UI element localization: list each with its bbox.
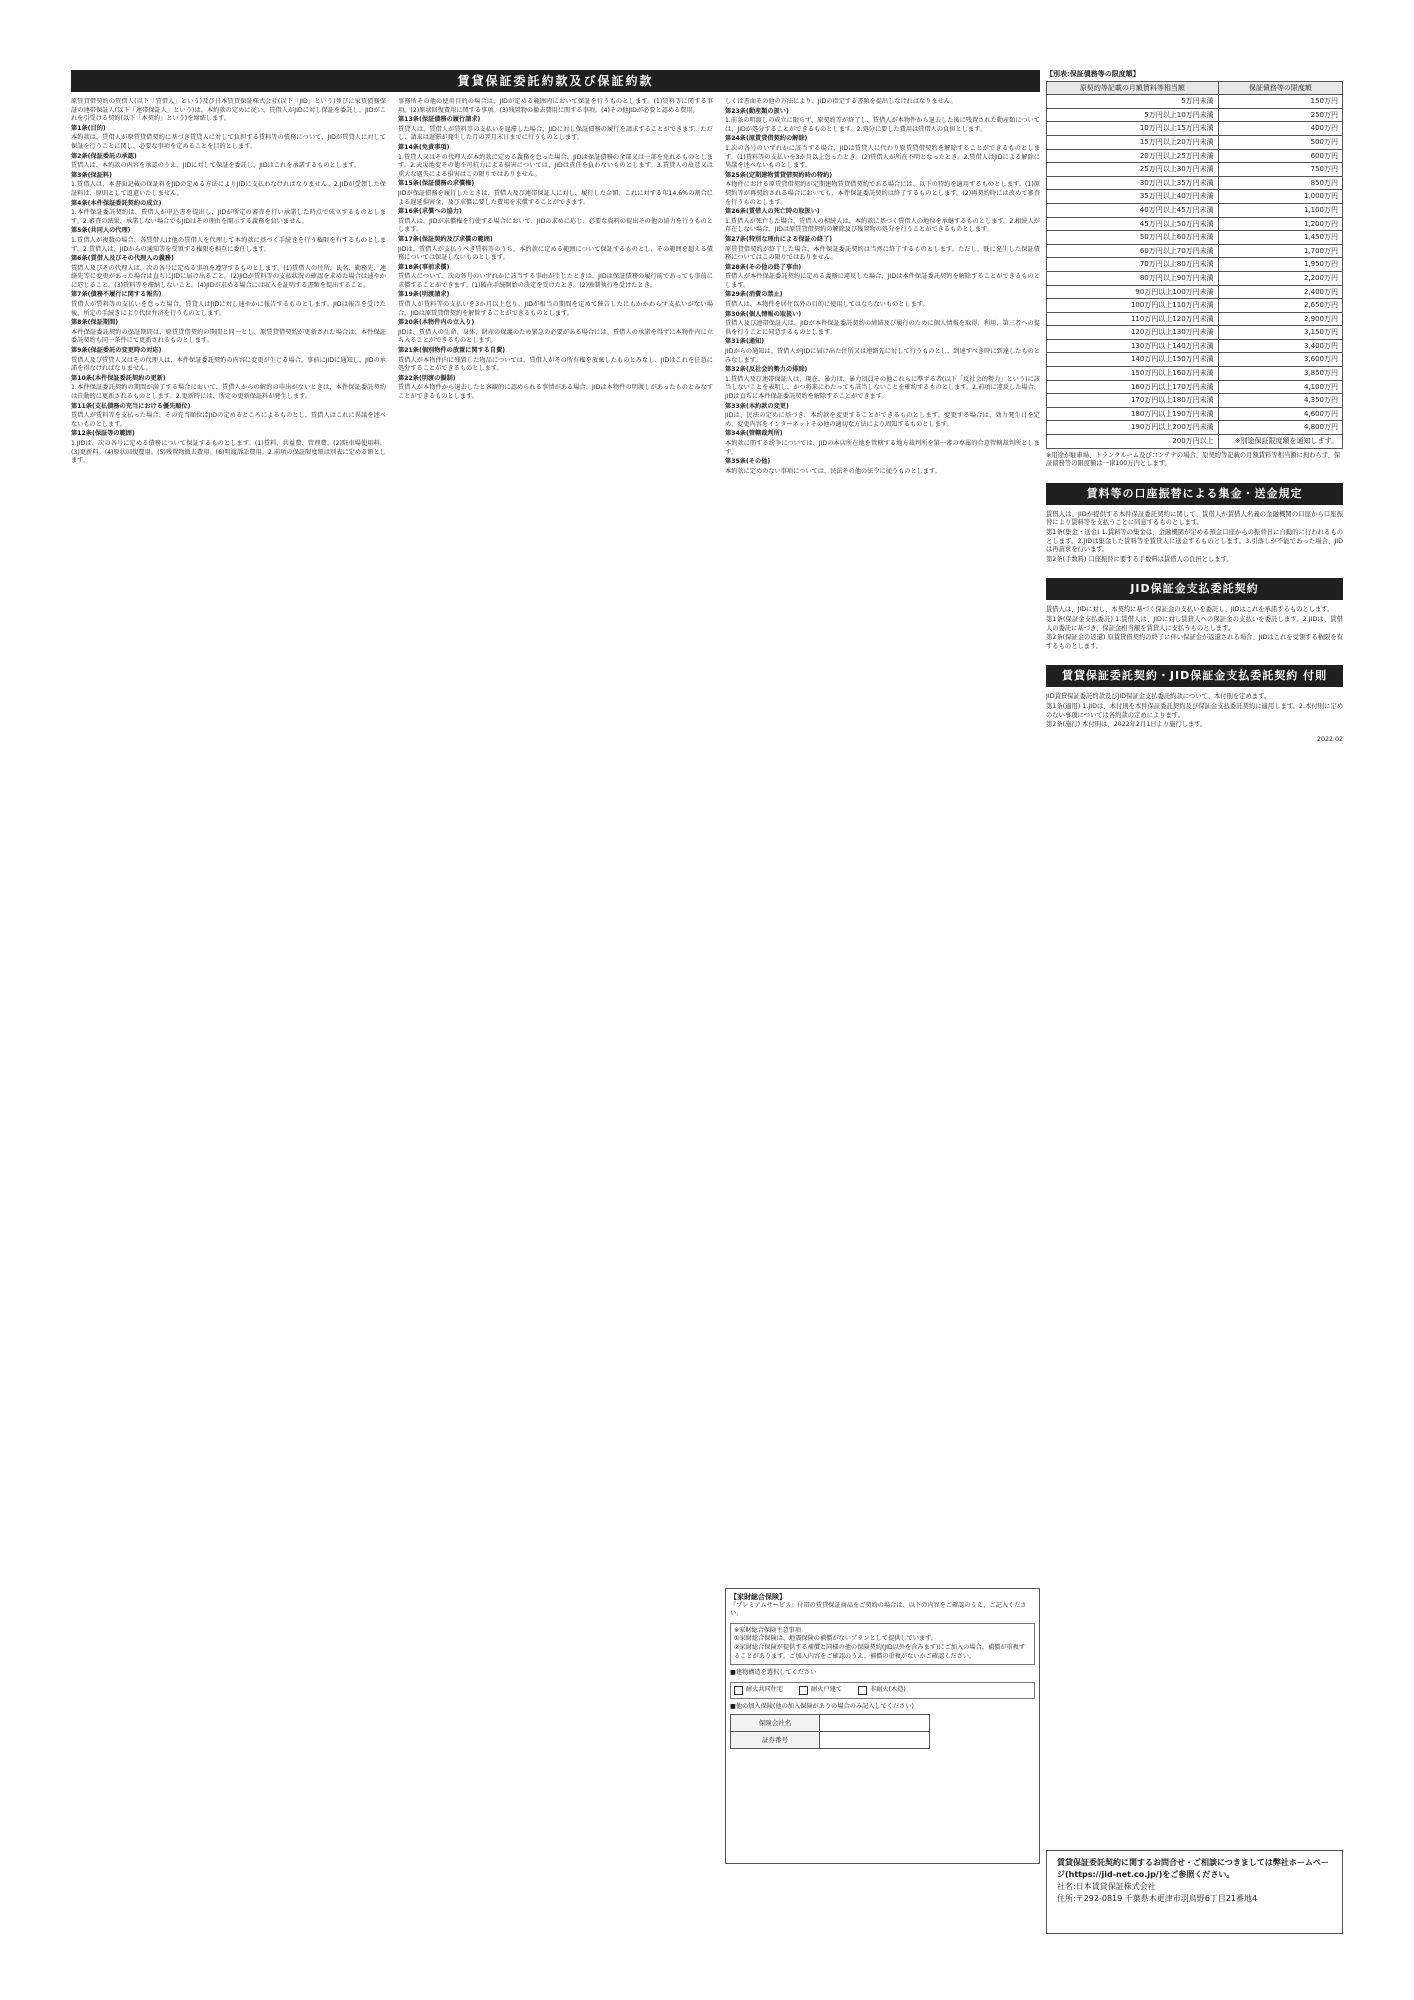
article-text: 原賃貸借契約が終了した場合、本件保証委託契約は当然に終了するものとします。ただし、既に発生した保証債務についてはこの限りではありません。: [725, 245, 1040, 262]
article-heading: 第22条(明渡の擬制): [398, 374, 456, 382]
tier-row: [1047, 353, 1343, 367]
article-text: 賃借人が賃料等の支払いを怠った場合、賃貸人はJIDに対し速やかに報告するものとします。JIDは報告を受けた後、所定の手続きにより代位弁済を行うものとします。: [71, 301, 386, 317]
article-text: 賃借人について、次の各号のいずれかに該当する事由が生じたときは、JIDは保証債務の履行前であっても事前に求償することができます。(1)破産手続開始の決定を受けたとき。(2)強制執行を受けたとき。: [398, 273, 713, 289]
tier-limit: 250万円: [1218, 108, 1342, 122]
policy-number-field[interactable]: [820, 1732, 930, 1749]
page-title: 賃貸保証委託約款及び保証約款: [71, 70, 1040, 92]
section-body: [1046, 606, 1343, 651]
article-text: 賃貸人は、賃借人が賃料等の支払いを遅滞した場合、JIDに対し保証債務の履行を請求することができます。ただし、請求は遅滞が発生した月の翌月末日までに行うものとします。: [398, 125, 713, 142]
article-text: 1.賃貸人又はその代理人が本約款に定める義務を怠った場合、JIDは保証債務の全部又は一部を免れるものとします。2.天災地変その他不可抗力による損害については、JIDは責任を負わないものとします。3.賃貸人の故意又は重大な過失による損害はこの限りではありません。: [398, 153, 713, 178]
article-text: 1.本件保証委託契約の期間が満了する場合において、賃借人からの解約の申出がないときは、本件保証委託契約は自動的に更新されるものとします。2.更新時には、所定の更新保証料が発生します。: [71, 384, 386, 400]
section-paragraph: JID賃貸保証委託約款及びJID保証金支払委託約款について、本付則を定めます。: [1046, 693, 1271, 701]
tier-limit: 600万円: [1218, 149, 1342, 163]
article-text: 賃借人は、JIDが求償権を行使する場合において、JIDの求めに応じ、必要な資料の提出その他の協力を行うものとします。: [398, 217, 713, 234]
article-heading: 第15条(保証債務の求償権): [398, 180, 475, 188]
tier-row: [1047, 190, 1343, 204]
tier-limit: 1,700万円: [1218, 244, 1342, 258]
article-heading: 第5条(共同人の代理): [71, 227, 131, 235]
tier-row: [1047, 231, 1343, 245]
section-paragraph: 第2条(保証金の返還) 原賃貸借契約の終了に伴い保証金が返還される場合、JIDはこれを受領する権限を有するものとします。: [1046, 634, 1343, 650]
tier-row: [1047, 435, 1343, 449]
article-heading: 第30条(個人情報の取扱い): [725, 310, 802, 318]
tier-row: [1047, 285, 1343, 299]
article-heading: 第26条(賃借人の死亡時の取扱い): [725, 208, 820, 216]
structure-options: [730, 1682, 1035, 1699]
tier-limit: 850万円: [1218, 176, 1342, 190]
article-text: 本約款は、賃借人が原賃貸借契約に基づき賃貸人に対して負担する賃料等の債務について、JIDが賃貸人に対して保証を行うことに関し、必要な事項を定めることを目的とします。: [71, 134, 386, 150]
article-heading: 第31条(通知): [725, 338, 765, 346]
tier-rent-range: 30万円以上35万円未満: [1047, 176, 1219, 190]
tier-rent-range: 50万円以上60万円未満: [1047, 231, 1219, 245]
article-heading: 第35条(その他): [725, 458, 771, 466]
tier-row: [1047, 176, 1343, 190]
tier-limit: 2,900万円: [1218, 312, 1342, 326]
article-heading: 第9条(保証委託の変更時の対応): [71, 347, 162, 355]
article-text: 賃借人及びその代理人は、次の各号に定める事項を遵守するものとします。(1)賃借人の住所、氏名、勤務先、連絡先等に変更があった場合は直ちにJIDに届け出ること。(2)JIDが賃料等の支払状況の確認を求めた場合は速やかに応じること。(3)賃料等を滞納しないこと。(4)JIDが求める場合には収入を証明する書類を提出すること。: [71, 264, 386, 289]
tier-row: [1047, 326, 1343, 340]
insurance-item-2: ②家財総合保険が提供する補償と同様の他の保険契約(JID以外を含みます)にご加入の場合、補償が重複することがあります。ご加入内容をご確認のうえ、補償の重複がないかご確認ください。: [734, 1643, 1026, 1660]
tier-rent-range: 70万円以上80万円未満: [1047, 258, 1219, 272]
article-text: 賃借人が本物件内に残置した物品については、賃借人がその所有権を放棄したものとみなし、JIDはこれを任意に処分することができるものとします。: [398, 356, 713, 373]
checkbox-icon[interactable]: [734, 1686, 743, 1695]
section-paragraph: 第1条(保証金支払委託) 1.賃借人は、JIDに対し賃貸人への保証金の支払いを委託します。2.JIDは、賃借人の委託に基づき、保証金相当額を賃貸人に支払うものとします。: [1046, 615, 1343, 632]
tier-row: [1047, 258, 1343, 272]
tier-rent-range: 5万円以上10万円未満: [1047, 108, 1219, 122]
tier-rent-range: 110万円以上120万円未満: [1047, 312, 1219, 326]
tier-table: [1046, 81, 1343, 449]
article-text: 1.本件保証委託契約は、賃借人が申込書を提出し、JIDが所定の審査を行い承諾した時点で成立するものとします。2.審査の結果、承諾しない場合でもJIDはその理由を開示する義務を負いません。: [71, 209, 386, 225]
insurance-form-box: [725, 1588, 1040, 1864]
tier-rent-range: 90万円以上100万円未満: [1047, 285, 1219, 299]
tier-limit: 750万円: [1218, 163, 1342, 177]
article-heading: 第18条(事前求償): [398, 263, 450, 271]
article-text: 本件保証委託契約の保証期間は、原賃貸借契約の期間と同一とし、原賃貸借契約が更新された場合は、本件保証委託契約も同一条件にて更新されるものとします。: [71, 328, 386, 345]
article-heading: 第17条(保証契約及び求償の範囲): [398, 235, 493, 243]
tier-rent-range: 20万円以上25万円未満: [1047, 149, 1219, 163]
tier-table-title: 【別表:保証債務等の限度額】: [1046, 70, 1140, 78]
article-text: 賃借人は、本約款の内容を承認のうえ、JIDに対して保証を委託し、JIDはこれを承諾するものとします。: [71, 162, 360, 170]
article-heading: 第33条(本約款の変更): [725, 402, 789, 410]
article-heading: 第13条(保証債務の履行請求): [398, 116, 481, 124]
tier-limit: 1,450万円: [1218, 231, 1342, 245]
tier-limit: 150万円: [1218, 95, 1342, 109]
section-paragraph: 第2条(施行) 本付則は、2022年2月1日より施行します。: [1046, 721, 1207, 729]
other-insurance-label: ■他の加入保険(他の加入保険がありの場合のみ記入してください): [730, 1702, 914, 1710]
insurance-item-1: ①家財総合保険は、地震保険の補償がないプランとして提供しています。: [734, 1635, 938, 1643]
tier-limit: 4,600万円: [1218, 407, 1342, 421]
policy-number-label: 証券番号: [731, 1732, 820, 1749]
article-text: JIDは、賃借人の生命、身体、財産の保護のため緊急の必要がある場合には、賃借人の承諾を得ずに本物件内に立ち入ることができるものとします。: [398, 328, 713, 345]
other-insurance-table: [730, 1714, 930, 1749]
article-heading: 第25条(定期建物賃貸借契約時の特約): [725, 171, 833, 179]
tier-row: [1047, 380, 1343, 394]
tier-rent-range: 170万円以上180万円未満: [1047, 394, 1219, 408]
tier-row: [1047, 135, 1343, 149]
article-heading: 第16条(求償への協力): [398, 208, 462, 216]
article-text: 1.前条の明渡しの成立に限らず、原契約等が終了し、賃借人が本物件から退去した後に残置された動産類については、JIDが処分することができるものとします。2.処分に要した費用は賃借人の負担とします。: [725, 117, 1040, 133]
section-body: [1046, 693, 1343, 729]
revision-date: 2022.02: [1316, 735, 1343, 743]
tier-row: [1047, 299, 1343, 313]
tier-limit: 1,200万円: [1218, 217, 1342, 231]
contact-address: 住所:〒292-0819 千葉県木更津市羽鳥野6丁目21番地4: [1057, 1894, 1258, 1903]
tier-rent-range: 190万円以上200万円未満: [1047, 421, 1219, 435]
article-text: 賃借人が本件保証委託契約に定める義務に違反した場合、JIDは本件保証委託契約を解除することができるものとします。: [725, 273, 1040, 289]
article-text: 1.賃借人が死亡した場合、賃借人の相続人は、本約款に基づく賃借人の地位を承継するものとします。2.相続人が存在しない場合、JIDは原賃貸借契約の解除及び残置物の処分を行うことができるものとします。: [725, 217, 1040, 234]
insurance-title: 【家財総合保険】: [730, 1593, 786, 1601]
tier-row: [1047, 407, 1343, 421]
right-column: [1046, 70, 1343, 1950]
tier-row: [1047, 122, 1343, 136]
tier-rent-range: 10万円以上15万円未満: [1047, 122, 1219, 136]
article-heading: 第34条(管轄裁判所): [725, 430, 783, 438]
tier-limit: 3,600万円: [1218, 353, 1342, 367]
article-heading: 第20条(本物件内の立入り): [398, 319, 475, 327]
tier-limit: 2,200万円: [1218, 271, 1342, 285]
article-heading: 第3条(保証料): [71, 171, 112, 179]
tier-row: [1047, 312, 1343, 326]
article-text: 1.次の各号のいずれかに該当する場合、JIDは賃貸人に代わり原賃貸借契約を解除することができるものとします。(1)賃料等の支払いを3か月以上怠ったとき。(2)賃借人が所在不明となったとき。2.賃借人はJIDによる解除に異議を述べないものとします。: [725, 144, 1040, 170]
article-text: 1.賃借人は、本書面記載の保証料をJIDの定める方法によりJIDに支払わなければなりません。2.JIDが受領した保証料は、原則として返還いたしません。: [71, 181, 386, 197]
section-body: [1046, 511, 1343, 565]
article-text: 事務所その他の使用目的の場合は、JIDが定める範囲内において保証を行うものとします。(1)賃料等に関する事項。(2)原状回復費用に関する事項。(3)残置物の撤去費用に関する事項。(4)その他JIDが必要と認める費用。: [398, 98, 713, 114]
article-heading: 第12条(保証等の範囲): [71, 430, 135, 438]
article-heading: 第32条(反社会的勢力の排除): [725, 366, 808, 374]
article-text: 原賃貸借契約の賃借人(以下「賃借人」という)及び日本賃貸保証株式会社(以下「JID」という)並びに家賃債務保証の連帯保証人(以下「連帯保証人」という)は、本約款の定めに従い、賃借人がJIDに対し保証を委託し、JIDがこれを引受ける契約(以下「本契約」という)を締結します。: [71, 98, 386, 123]
article-heading: 第7条(債務不履行に関する報告): [71, 291, 162, 299]
article-heading: 第10条(本件保証委託契約の更新): [71, 374, 166, 382]
tier-row: [1047, 149, 1343, 163]
article-text: 本約款に関する紛争については、JIDの本店所在地を管轄する地方裁判所を第一審の専属的合意管轄裁判所とします。: [725, 439, 1040, 456]
tier-rent-range: 45万円以上50万円未満: [1047, 217, 1219, 231]
tier-rent-range: 180万円以上190万円未満: [1047, 407, 1219, 421]
tier-rent-range: 15万円以上20万円未満: [1047, 135, 1219, 149]
article-heading: 第6条(賃借人及びその代理人の義務): [71, 255, 174, 263]
tier-rent-range: 35万円以上40万円未満: [1047, 190, 1219, 204]
article-text: 本約款に定めのない事項については、民法その他の法令に従うものとします。: [725, 467, 941, 475]
contact-box: [1046, 1850, 1343, 1934]
tier-limit: 1,000万円: [1218, 190, 1342, 204]
article-heading: 第4条(本件保証委託契約の成立): [71, 199, 162, 207]
article-text: JIDからの通知は、賃借人がJIDに届け出た住所又は連絡先に対して行うものとし、到達すべき時に到達したものとみなします。: [725, 348, 1040, 364]
tier-limit: 4,350万円: [1218, 394, 1342, 408]
tier-limit: 2,650万円: [1218, 299, 1342, 313]
article-heading: 第2条(保証委託の承認): [71, 152, 137, 160]
tier-rent-range: 160万円以上170万円未満: [1047, 380, 1219, 394]
article-text: 賃借人が賃料等を支払った場合、その充当順位はJIDの定めるところによるものとし、賃借人はこれに異議を述べないものとします。: [71, 412, 386, 428]
tier-limit: 400万円: [1218, 122, 1342, 136]
insurance-intro: 『プレミアムサービス』付帯の賃貸保証商品をご契約の場合は、以下の内容をご確認のうえ、ご記入ください。: [730, 1601, 1027, 1618]
tier-header-rent: 原契約等記載の月額賃料等相当額: [1047, 81, 1219, 95]
article-text: 賃借人及び連帯保証人は、JIDが本件保証委託契約の締結及び履行のために個人情報を取得、利用、第三者への提供を行うことに同意するものとします。: [725, 320, 1040, 336]
tier-row: [1047, 271, 1343, 285]
option-fireproof-house[interactable]: 耐火戸建て: [799, 1686, 842, 1695]
tier-limit: 1,950万円: [1218, 258, 1342, 272]
tier-rent-range: 5万円未満: [1047, 95, 1219, 109]
section-paragraph: 第1条(集金・送金) 1.賃料等の集金は、金融機関が定める預金口座からの振替日に自動的に行われるものとします。2.JIDは集金した賃料等を賃貸人に送金するものとします。3.引落しが不能であった場合、JIDは再請求を行います。: [1046, 529, 1343, 554]
article-text: 賃借人は、本物件を居住以外の目的に使用してはならないものとします。: [725, 301, 929, 309]
tier-header-limit: 保証債務等の限度額: [1218, 81, 1342, 95]
article-text: 1.賃借人が複数の場合、各賃借人は他の賃借人を代理して本約款に基づく手続きを行う権限を有するものとします。2.賃借人は、JIDからの通知等を受領する権限を相互に委任します。: [71, 236, 386, 253]
tier-rent-range: 120万円以上130万円未満: [1047, 326, 1219, 340]
article-heading: 第11条(支払債務の充当における優先順位): [71, 402, 191, 410]
article-heading: 第23条(動産類の扱い): [725, 107, 789, 115]
article-heading: 第28条(その他の終了事由): [725, 263, 802, 271]
tier-limit: 1,100万円: [1218, 203, 1342, 217]
section-title: 賃料等の口座振替による集金・送金規定: [1046, 483, 1343, 505]
tier-note: ※用途が駐車場、トランクルーム及びコンテナの場合、原契約等記載の月額賃料等相当額に拘わらず、保証債務等の限度額は一律100万円とします。: [1046, 451, 1341, 468]
tier-row: [1047, 203, 1343, 217]
tier-rent-range: 25万円以上30万円未満: [1047, 163, 1219, 177]
section-title: JID保証金支払委託契約: [1046, 578, 1343, 600]
tier-row: [1047, 367, 1343, 381]
insurance-sub: ※家財総合保険主意事項: [734, 1626, 802, 1634]
section-paragraph: 第2条(手数料) 口座振替に要する手数料は賃借人の負担とします。: [1046, 555, 1233, 563]
article-text: JIDは、民法の定めに基づき、本約款を変更することができるものとします。変更する場合は、効力発生日を定め、変更内容をインターネットその他の適切な方法により周知するものとします。: [725, 412, 1040, 428]
article-heading: 第27条(特別な理由による保証の終了): [725, 235, 833, 243]
article-text: 本物件における原賃貸借契約が定期建物賃貸借契約である場合には、以下の特約を適用するものとします。(1)原契約等が再契約される場合においても、本件保証委託契約は終了するものとします。(2)再契約時には改めて審査を行うものとします。: [725, 181, 1040, 206]
article-text: 賃借人及び賃貸人又はその代理人は、本件保証委託契約の内容に変更が生じる場合、事前にJIDに通知し、JIDの承諾を得なければなりません。: [71, 356, 386, 373]
article-heading: 第24条(原賃貸借契約の解除): [725, 135, 808, 143]
tier-row: [1047, 244, 1343, 258]
article-heading: 第19条(明渡請求): [398, 291, 450, 299]
article-text: 賃借人が本物件から退去したと客観的に認められる事情がある場合、JIDは本物件の明渡しがあったものとみなすことができるものとします。: [398, 384, 713, 400]
tier-limit: 4,100万円: [1218, 380, 1342, 394]
option-non-fireproof[interactable]: 非耐火(木造): [858, 1686, 906, 1695]
company-name-label: 保険会社名: [731, 1715, 820, 1732]
tier-limit: 4,800万円: [1218, 421, 1342, 435]
article-heading: 第8条(保証期間): [71, 319, 119, 327]
insurance-notes: [730, 1623, 1035, 1665]
article-text: しくは書面その他の方法により、JIDの指定する書類を提出しなければなりません。: [725, 98, 957, 105]
tier-rent-range: 150万円以上160万円未満: [1047, 367, 1219, 381]
article-text: 賃借人が賃料等の支払いを3か月以上怠り、JIDが相当の期間を定めて催告したにもかかわらず支払いがない場合、JIDは原賃貸借契約を解除することができるものとします。: [398, 301, 713, 317]
article-heading: 第21条(個別物件の放置に関する自費): [398, 347, 506, 355]
tier-limit: 2,400万円: [1218, 285, 1342, 299]
tier-row: [1047, 394, 1343, 408]
tier-rent-range: 80万円以上90万円未満: [1047, 271, 1219, 285]
article-heading: 第1条(目的): [71, 124, 106, 132]
article-heading: 第29条(消費の禁止): [725, 291, 783, 299]
tier-row: [1047, 95, 1343, 109]
structure-select-label: ■建物構造を選択してください: [730, 1669, 817, 1677]
tier-row: [1047, 421, 1343, 435]
contact-company: 社名:日本賃貸保証株式会社: [1057, 1882, 1156, 1891]
section-title: 賃貸保証委託契約・JID保証金支払委託契約 付則: [1046, 665, 1343, 687]
article-text: JIDが保証債務を履行したときは、賃借人及び連帯保証人に対し、履行した金額、これに対する年14.6%の割合による遅延損害金、及び求償に要した費用を求償することができます。: [398, 189, 713, 206]
tier-row: [1047, 163, 1343, 177]
section-paragraph: 第1条(適用) 1.JIDは、本付則を本件保証委託契約及び保証金支払委託契約に適用します。2.本付則に定めのない事項については各約款の定めによります。: [1046, 702, 1343, 719]
option-fireproof-apartment[interactable]: 耐火共同住宅: [734, 1686, 783, 1695]
tier-limit: 3,850万円: [1218, 367, 1342, 381]
contact-text: 賃貸保証委託契約に関するお問合せ・ご相談につきましては弊社ホームページ(https://jid-net.co.jp/)をご参照ください。: [1057, 1858, 1329, 1879]
checkbox-icon[interactable]: [799, 1686, 808, 1695]
tier-row: [1047, 339, 1343, 353]
tier-limit: 3,150万円: [1218, 326, 1342, 340]
tier-rent-range: 200万円以上: [1047, 435, 1219, 449]
tier-rent-range: 140万円以上150万円未満: [1047, 353, 1219, 367]
tier-limit: 500万円: [1218, 135, 1342, 149]
tier-limit: 3,400万円: [1218, 339, 1342, 353]
section-paragraph: 賃借人は、JIDが提供する本件保証委託契約に関して、賃借人が賃借人名義の金融機関の口座から口座振替により賃料等を支払うことに同意するものとします。: [1046, 510, 1343, 527]
article-text: 1.JIDは、次の各号に定める債務について保証するものとします。(1)賃料、共益費、管理費。(2)駐車場使用料。(3)更新料。(4)原状回復費用。(5)残置物撤去費用。(6)明渡訴訟費用。2.前項の保証限度額は別表に定める額とします。: [71, 439, 386, 465]
article-text: JIDは、賃借人が支払うべき賃料等のうち、本約款に定める範囲について保証するものとし、その範囲を超える債務については保証しないものとします。: [398, 245, 713, 262]
terms-column-2: [398, 98, 713, 1938]
tier-rent-range: 60万円以上70万円未満: [1047, 244, 1219, 258]
tier-rent-range: 100万円以上110万円未満: [1047, 299, 1219, 313]
company-name-field[interactable]: [820, 1715, 930, 1732]
article-text: 1.賃借人及び連帯保証人は、現在、暴力団、暴力団員その他これらに準ずる者(以下「反社会的勢力」という)に該当しないことを表明し、かつ将来にわたっても該当しないことを確約するものとします。2.前項に違反した場合、JIDは直ちに本件保証委託契約を解除することができます。: [725, 375, 1040, 400]
terms-column-1: [71, 98, 386, 1938]
checkbox-icon[interactable]: [858, 1686, 867, 1695]
section-paragraph: 賃借人は、JIDに対し、本契約に基づく保証金の支払いを委託し、JIDはこれを承諾するものとします。: [1046, 606, 1334, 614]
tier-limit: ※別途保証限度額を通知します。: [1218, 435, 1342, 449]
tier-rent-range: 40万円以上45万円未満: [1047, 203, 1219, 217]
article-heading: 第14条(免責事項): [398, 143, 450, 151]
tier-rent-range: 130万円以上140万円未満: [1047, 339, 1219, 353]
tier-row: [1047, 108, 1343, 122]
tier-row: [1047, 217, 1343, 231]
